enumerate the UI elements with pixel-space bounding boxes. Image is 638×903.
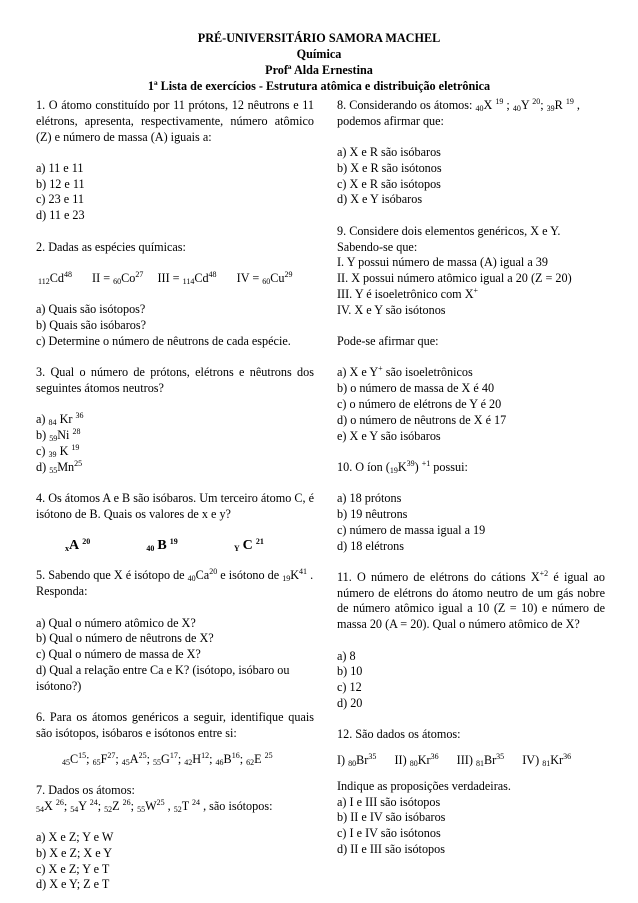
question-10 — [337, 460, 605, 554]
q9-fact-1: I. Y possui número de massa (A) igual a 39 — [337, 255, 548, 270]
question-7 — [36, 783, 314, 893]
question-1 — [36, 98, 314, 224]
atom-b: $_{46}B^{16}$ — [215, 750, 240, 767]
q8-option-a: a) X e R são isóbaros — [337, 145, 441, 160]
q8-option-d: d) X e Y isóbaros — [337, 192, 423, 207]
q1-option-c: c) 23 e 11 — [36, 192, 84, 207]
atom-i: I) $_{80}Br^{35}$ — [337, 752, 377, 768]
q11-option-c: c) 12 — [337, 680, 362, 695]
question-12-text: 12. São dados os átomos: — [337, 727, 461, 742]
atom-y: $_{54}$Y $^{24}$ — [70, 797, 98, 814]
q12-atoms — [337, 753, 605, 769]
q12-option-c: c) I e IV são isótonos — [337, 826, 441, 841]
q2-option-b: b) Quais são isóbaros? — [36, 317, 147, 332]
question-10-text: 10. O íon $(_{19}K^{39})$ $^{+1}$ possui: — [337, 458, 468, 475]
atom-f: $_{65}F^{27}$ — [92, 750, 116, 767]
q8-option-c: c) X e R são isótopos — [337, 176, 441, 191]
atom-g: $_{55}G^{17}$ — [153, 750, 178, 767]
q2-option-a: a) Quais são isótopos? — [36, 302, 146, 317]
atom-iii: III) $_{81}Br^{35}$ — [456, 752, 505, 768]
q7-option-c: c) X e Z; Y e T — [36, 861, 110, 876]
q3-option-a: a) $_{84}$ Kr $^{36}$ — [36, 411, 84, 428]
question-4 — [36, 491, 314, 558]
q2-option-c: c) Determine o número de nêutrons de cada espécie. — [36, 333, 291, 348]
question-8 — [337, 98, 605, 208]
q11-option-a: a) 8 — [337, 648, 356, 663]
question-6 — [36, 710, 314, 767]
question-5 — [36, 568, 314, 694]
species-ii: II = $_{60}Co^{27}$ — [92, 269, 144, 286]
left-column — [36, 98, 314, 893]
atom-z: $_{52}$Z $^{26}$ — [104, 797, 131, 814]
q5-option-b: b) Qual o número de nêutrons de X? — [36, 631, 214, 646]
q6-atoms: $_{45}C^{15}$; $_{65}F^{27}$; $_{45}A^{25}$; $_{55}G^{17}$; $_{42}H^{12}$; $_{46}B^{16}$; $_{62}$E $^{25}$ — [62, 750, 273, 767]
school-name: PRÉ-UNIVERSITÁRIO SAMORA MACHEL — [197, 31, 441, 45]
atom-c: $_Y$ C $^{21}$ — [233, 537, 264, 554]
atom-ii: II) $_{80}Kr^{36}$ — [394, 752, 439, 768]
q12-option-b: b) II e IV são isóbaros — [337, 810, 446, 825]
q1-option-d: d) 11 e 23 — [36, 208, 85, 223]
q9-ask: Pode-se afirmar que: — [337, 334, 439, 349]
q7-option-b: b) X e Z; X e Y — [36, 845, 113, 860]
q3-option-b: b) $_{59}$Ni $^{28}$ — [36, 426, 81, 443]
question-11 — [337, 570, 605, 712]
species-i: $_{112}Cd^{48}$ — [38, 269, 72, 286]
atom-e: $_{62}$E $^{25}$ — [246, 750, 273, 767]
q9-option-a: a) X e Y+ são isoeletrônicos — [337, 364, 473, 380]
q5-option-a: a) Qual o número atômico de X? — [36, 615, 196, 630]
q9-option-d: d) o número de nêutrons de X é 17 — [337, 412, 507, 427]
q9-fact-3: III. Y é isoeletrônico com X+ — [337, 285, 479, 301]
q5-option-d: d) Qual a relação entre Ca e K? (isótopo, isóbaro ou isótono?) — [36, 662, 290, 693]
question-8-text-2: podemos afirmar que: — [337, 113, 444, 128]
question-3 — [36, 365, 314, 475]
q12-ask: Indique as proposições verdadeiras. — [337, 778, 511, 793]
q4-atoms — [36, 534, 314, 557]
question-11-text: 11. O número de elétrons do cátions $X^{+2}$ é igual ao número de elétrons do átomo neutro de um gás nobre de número atômico igual a 10 (Z = 10) e número de massa 20 (A = 20). Qual o número atômico de X? — [337, 568, 605, 632]
question-9 — [337, 224, 605, 445]
question-1-text: 1. O átomo constituído por 11 prótons, 12 nêutrons e 11 elétrons, apresenta, respectivamente, número atômico (Z) e número de massa (A) iguais a: — [36, 98, 314, 144]
q11-option-d: d) 20 — [337, 695, 363, 710]
question-2-text: 2. Dadas as espécies químicas: — [36, 239, 186, 254]
atom-x: $_{54}$X $^{26}$ — [36, 797, 64, 814]
q3-option-c: c) $_{39}$ K $^{19}$ — [36, 442, 80, 459]
question-9-text: 9. Considere dois elementos genéricos, X e Y. Sabendo-se que: — [337, 223, 561, 254]
q11-option-b: b) 10 — [337, 664, 363, 679]
q3-option-d: d) $_{55}Mn^{25}$ — [36, 458, 83, 475]
q8-option-b: b) X e R são isótonos — [337, 160, 442, 175]
q9-fact-4: IV. X e Y são isótonos — [337, 302, 446, 317]
teacher-name: Profª Alda Ernestina — [265, 63, 373, 77]
question-7-text: 7. Dados os átomos: — [36, 782, 135, 797]
atom-h: $_{42}H^{12}$ — [184, 750, 210, 767]
q2-species — [36, 271, 314, 287]
atom-a: $_{45}A^{25}$ — [121, 750, 147, 767]
question-12 — [337, 727, 605, 858]
q10-option-b: b) 19 nêutrons — [337, 506, 408, 521]
species-iv: IV = $_{60}Cu^{29}$ — [236, 269, 293, 286]
q9-fact-2: II. X possui número atômico igual a 20 (Z = 20) — [337, 271, 572, 286]
q12-option-a: a) I e III são isótopos — [337, 794, 441, 809]
question-5-text: 5. Sabendo que X é isótopo de $_{40}Ca^{20}$ e isótono de $_{19}K^{41}$ . Responda: — [36, 567, 314, 599]
atom-b: $_{40}$ B $^{19}$ — [146, 537, 178, 554]
atom-a: $_x$A $^{20}$ — [65, 537, 91, 554]
question-4-text: 4. Os átomos A e B são isóbaros. Um terceiro átomo C, é isótono de B. Quais os valores de x e y? — [36, 490, 314, 521]
q10-option-a: a) 18 prótons — [337, 491, 402, 506]
question-2 — [36, 240, 314, 350]
q9-option-e: e) X e Y são isóbaros — [337, 428, 441, 443]
q1-option-b: b) 12 e 11 — [36, 176, 85, 191]
q7-option-d: d) X e Y; Z e T — [36, 877, 110, 892]
right-column — [337, 98, 605, 858]
question-8-text: 8. Considerando os átomos: $_{40}$X $^{19}$ ; $_{40}$Y $^{20}$; $_{39}$R $^{19}$ , — [337, 97, 580, 113]
q10-option-d: d) 18 elétrons — [337, 538, 405, 553]
q7-option-a: a) X e Z; Y e W — [36, 830, 114, 844]
atom-t: $_{52}$T $^{24}$ — [173, 797, 201, 814]
atom-c: $_{45}C^{15}$ — [62, 750, 87, 767]
q12-option-d: d) II e III são isótopos — [337, 841, 445, 856]
species-iii: III = $_{114}Cd^{48}$ — [157, 269, 217, 286]
q9-option-c: c) o número de elétrons de Y é 20 — [337, 396, 502, 411]
q5-option-c: c) Qual o número de massa de X? — [36, 647, 201, 662]
question-3-text: 3. Qual o número de prótons, elétrons e nêutrons dos seguintes átomos neutros? — [36, 365, 314, 395]
q10-option-c: c) número de massa igual a 19 — [337, 522, 486, 537]
q9-option-b: b) o número de massa de X é 40 — [337, 381, 495, 396]
atom-iv: IV) $_{81}Kr^{36}$ — [522, 752, 572, 768]
exercise-list-title: 1ª Lista de exercícios - Estrutura atômica e distribuição eletrônica — [147, 79, 491, 93]
atom-w: $_{55}W^{25}$ — [137, 797, 165, 814]
q1-option-a: a) 11 e 11 — [36, 160, 84, 175]
question-6-text: 6. Para os átomos genéricos a seguir, identifique quais são isótopos, isóbaros e isótonos entre si: — [36, 710, 314, 740]
subject: Química — [296, 47, 342, 61]
q7-atoms: $_{54}$X $^{26}$; $_{54}$Y $^{24}$; $_{52}$Z $^{26}$; $_{55}W^{25}$ , $_{52}$T $^{24}$ , são isótopos: — [36, 797, 273, 814]
